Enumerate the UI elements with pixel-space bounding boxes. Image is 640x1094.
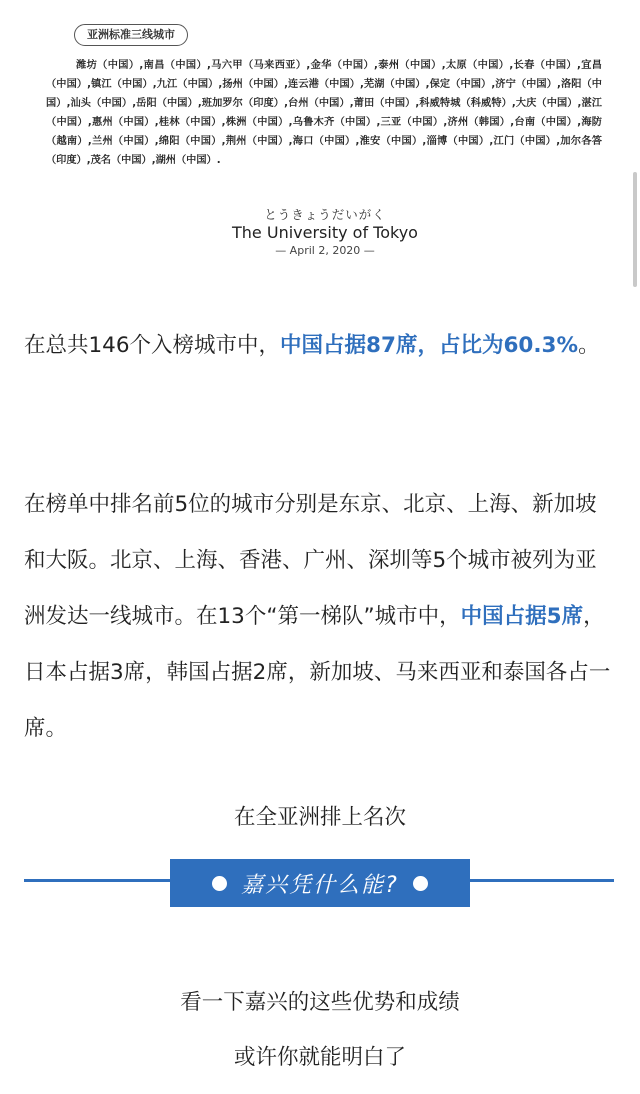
article-image bbox=[40, 18, 610, 268]
closing-line-1: 看一下嘉兴的这些优势和成绩 bbox=[180, 990, 460, 1015]
university-kana: とうきょうだいがく bbox=[264, 207, 386, 222]
dot-icon bbox=[212, 876, 227, 891]
university-name: The University of Tokyo bbox=[232, 223, 418, 242]
image-date: — April 2, 2020 — bbox=[275, 244, 375, 257]
paragraph-1-prefix: 在总共146个入榜城市中， bbox=[24, 333, 281, 358]
paragraph-2-text-2: ，日本占据3席，韩国占据2席，新加坡、马来西亚和泰国各占一席。 bbox=[24, 604, 611, 741]
tier-tag: 亚洲标准三线城市 bbox=[74, 24, 188, 46]
closing-line-2: 或许你就能明白了 bbox=[233, 1045, 406, 1070]
paragraph-2-text-1: 在榜单中排名前5位的城市分别是东京、北京、上海、新加坡和大阪。北京、上海、香港、广州、深圳等5个城市被列为亚洲发达一线城市。在13个“第一梯队”城市中， bbox=[24, 492, 597, 629]
paragraph-2 bbox=[24, 477, 616, 757]
paragraph-1-suffix: 。 bbox=[578, 333, 600, 358]
paragraph-1 bbox=[24, 318, 616, 374]
paragraph-2-highlight: 中国占据5席 bbox=[460, 604, 584, 629]
paragraph-1-highlight: 中国占据87席，占比为60.3% bbox=[280, 333, 579, 358]
dot-icon bbox=[413, 876, 428, 891]
section-subtitle: 在全亚洲排上名次 bbox=[233, 805, 406, 830]
scrollbar[interactable] bbox=[633, 172, 637, 287]
section-banner bbox=[170, 859, 470, 907]
city-list: 潍坊（中国）,南昌（中国）,马六甲（马来西亚）,金华（中国）,泰州（中国）,太原（中国）,长春（中国）,宜昌（中国）,镇江（中国）,九江（中国）,扬州（中国）,连云港（中国）,芜湖（中国）,保定（中国）,济宁（中国）,洛阳（中国）,汕头（中国）,岳阳（中国）,班加罗尔（印度）,台州（中国）,莆田（中国）,科威特城（科威特）,大庆（中国）,湛江（中国）,惠州（中国）,桂林（中国）,株洲（中国）,乌鲁木齐（中国）,三亚（中国）,济州（韩国）,台南（中国）,海防（越南）,兰州（中国）,绵阳（中国）,荆州（中国）,海口（中国）,淮安（中国）,淄博（中国）,江门（中国）,加尔各答（印度）,茂名（中国）,湖州（中国）. bbox=[46, 60, 602, 166]
banner-title: 嘉兴凭什么能? bbox=[241, 872, 399, 898]
